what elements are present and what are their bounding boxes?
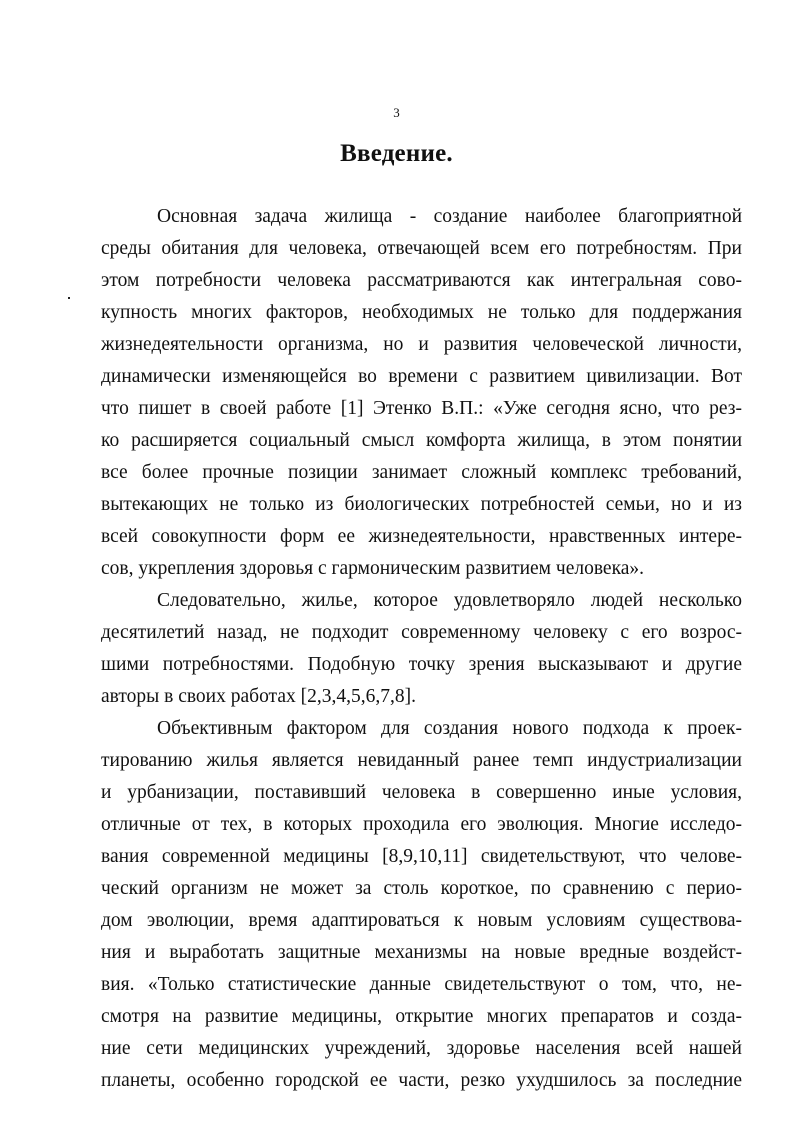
text-line: авторы в своих работах [2,3,4,5,6,7,8]. xyxy=(101,686,416,707)
text-line: смотря на развитие медицины, открытие многих препаратов и созда- xyxy=(101,1006,742,1027)
text-line: тированию жилья является невиданный ранее темп индустриализации xyxy=(101,750,742,771)
text-line: все более прочные позиции занимает сложный комплекс требований, xyxy=(101,462,742,483)
page-number: 3 xyxy=(393,105,400,120)
text-line: динамически изменяющейся во времени с развитием цивилизации. Вот xyxy=(101,366,742,387)
text-line: вытекающих не только из биологических потребностей семьи, но и из xyxy=(101,494,742,515)
text-line: дом эволюции, время адаптироваться к новым условиям существова- xyxy=(101,910,742,931)
text-line: Объективным фактором для создания нового подхода к проек- xyxy=(157,718,742,739)
text-line: всей совокупности форм ее жизнедеятельности, нравственных интере- xyxy=(101,526,742,547)
text-line: Следовательно, жилье, которое удовлетворяло людей несколько xyxy=(157,590,742,611)
text-line: вания современной медицины [8,9,10,11] свидетельствуют, что челове- xyxy=(101,846,742,867)
text-line: и урбанизации, поставивший человека в совершенно иные условия, xyxy=(101,782,742,803)
text-line: ния и выработать защитные механизмы на новые вредные воздейст- xyxy=(101,942,742,963)
text-line: среды обитания для человека, отвечающей всем его потребностям. При xyxy=(101,238,742,259)
text-line: Основная задача жилища - создание наиболее благоприятной xyxy=(157,206,742,227)
text-line: планеты, особенно городской ее части, резко ухудшилось за последние xyxy=(101,1070,742,1091)
text-line: шими потребностями. Подобную точку зрения высказывают и другие xyxy=(101,654,742,675)
text-line: ко расширяется социальный смысл комфорта жилища, в этом понятии xyxy=(101,430,742,451)
text-line: ние сети медицинских учреждений, здоровье населения всей нашей xyxy=(101,1038,742,1059)
text-line: вия. «Только статистические данные свидетельствуют о том, что, не- xyxy=(101,974,742,995)
scan-speck xyxy=(68,297,70,299)
text-line: купность многих факторов, необходимых не только для поддержания xyxy=(101,302,742,323)
text-line: десятилетий назад, не подходит современному человеку с его возрос- xyxy=(101,622,742,643)
text-line: этом потребности человека рассматриваются как интегральная сово- xyxy=(101,270,742,291)
text-line: ческий организм не может за столь короткое, по сравнению с перио- xyxy=(101,878,742,899)
text-line: жизнедеятельности организма, но и развития человеческой личности, xyxy=(101,334,742,355)
text-line: что пишет в своей работе [1] Этенко В.П.: «Уже сегодня ясно, что рез- xyxy=(101,398,742,419)
text-line: отличные от тех, в которых проходила его эволюция. Многие исследо- xyxy=(101,814,742,835)
page-title: Введение. xyxy=(340,140,453,167)
text-line: сов, укрепления здоровья с гармоническим развитием человека». xyxy=(101,558,645,579)
